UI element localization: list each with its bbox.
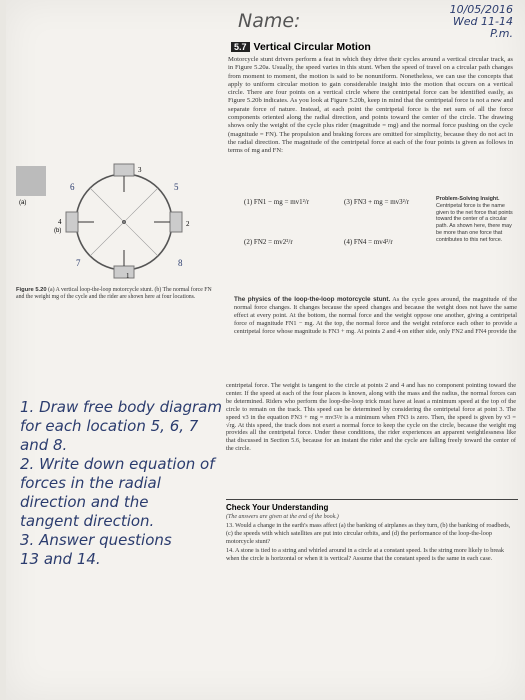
point-4: 4 <box>58 218 62 226</box>
check-subtitle: (The answers are given at the end of the book.) <box>226 514 339 520</box>
hw-line-4: 2. Write down equation of <box>20 455 215 473</box>
date-line-1: 10/05/2016 <box>449 3 513 16</box>
point-8: 8 <box>178 258 183 268</box>
rider-bottom <box>114 266 134 278</box>
rider-top <box>114 164 134 176</box>
hw-line-3: and 8. <box>20 436 68 454</box>
date-line-2: Wed 11-14 <box>452 15 513 28</box>
intro-paragraph: Motorcycle stunt drivers perform a feat in which they drive their cycles around a vertical circular track, as in Figure 5.20a. Usually, the speed varies in this stunt. When the speed of travel on a circular path changes from moment to moment, the motion is said to be nonuniform. Nonetheless, we can use the concepts that apply to uniform circular motion to gain considerable insight into the motion that occurs on a vertical circle. There are four points on a vertical circle where the centripetal force can be identified easily, as Figure 5.20b indicates. As you look at Figure 5.20b, keep in mind that the centripetal force is not a new and separate force of nature. Instead, at each point the centripetal force is the net sum of all the force components oriented along the radial direction, and points toward the center of the circle. The drawing shows only the weight of the cycle plus rider (magnitude = mg) and the normal force pushing on the cycle (magnitude = FN). The propulsion and braking forces are omitted for simplicity, because they do not act in the radial direction. The magnitude of the centripetal force at each of the four points is given as follows in terms of mg and FN: <box>228 56 513 155</box>
caption-label: Figure 5.20 <box>16 287 47 293</box>
worksheet-page <box>6 0 525 700</box>
hw-line-1: 1. Draw free body diagram <box>20 398 222 416</box>
centripetal-paragraph: centripetal force. The weight is tangent to the circle at points 2 and 4 and has no component pointing toward the center. If the speed at each of the four places is known, along with the mass and the radius, the normal forces can be determined. Riders who perform the loop-the-loop trick must have at least a minimum speed at the top of the circle to remain on the track. This speed can be determined by considering the centripetal force at point 3. The speed v3 in the equation FN3 + mg = mv3²/r is a minimum when FN3 is zero. Then, the speed is given by v3 = √rg. At this speed, the track does not exert a normal force to keep the cycle on the circle, because the weight mg provides all the centripetal force. Under these conditions, the rider experiences an apparent weightlessness like that discussed in Section 5.6, because for an instant the rider and the cycle are falling freely toward the center of the circle. <box>226 382 516 453</box>
hw-line-5: forces in the radial <box>20 474 161 492</box>
section-title-text: Vertical Circular Motion <box>253 41 371 53</box>
section-title <box>231 41 371 53</box>
handwritten-instructions <box>20 398 225 569</box>
photo-inset <box>16 166 46 196</box>
physics-paragraph <box>234 296 517 336</box>
hw-line-8: 3. Answer questions <box>20 531 172 549</box>
equation-4: (4) FN4 = mv4²/r <box>344 238 393 246</box>
label-a: (a) <box>19 200 27 206</box>
equation-2: (2) FN2 = mv2²/r <box>244 238 293 246</box>
hw-line-7: tangent direction. <box>20 512 155 530</box>
equations <box>244 198 424 288</box>
loop-figure <box>14 162 220 280</box>
physics-lead: The physics of the loop-the-loop motorcycle stunt. <box>234 296 391 303</box>
problem-solving-insight <box>436 196 516 244</box>
check-understanding <box>226 499 518 563</box>
figure-caption <box>16 287 216 301</box>
equation-3: (3) FN3 + mg = mv3²/r <box>344 198 410 206</box>
name-label: Name: <box>238 10 301 32</box>
caption-text: (a) A vertical loop-the-loop motorcycle stunt. (b) The normal force FN and the weight mg of the cycle and the rider are shown here at four locations. <box>16 287 212 301</box>
point-3: 3 <box>138 166 142 174</box>
rider-right <box>170 212 182 232</box>
hw-line-2: for each location 5, 6, 7 <box>20 417 199 435</box>
point-1: 1 <box>126 272 130 280</box>
physics-text: As the cycle goes around, the magnitude of the normal force changes. It changes because the speed changes and because the weight does not have the same effect at every point. At the bottom, the normal force and the weight oppose one another, giving a centripetal force of magnitude FN1 − mg. At the top, the normal force and the weight reinforce each other to provide a centripetal force whose magnitude is FN3 + mg. At points 2 and 4 on either side, only FN2 and FN4 provide the <box>234 296 518 335</box>
check-title: Check Your Understanding <box>226 503 329 512</box>
ps-title: Problem-Solving Insight. <box>436 196 500 202</box>
date-note <box>450 4 513 40</box>
equation-1: (1) FN1 − mg = mv1²/r <box>244 198 310 206</box>
point-6: 6 <box>70 182 75 192</box>
point-5: 5 <box>174 182 179 192</box>
section-number: 5.7 <box>231 42 250 52</box>
hw-line-6: direction and the <box>20 493 149 511</box>
question-13: 13. Would a change in the earth's mass affect (a) the banking of airplanes as they turn, (b) the banking of roadbeds, (c) the speeds with which satellites are put into circular orbits, and (d) the performance of the loop-the-loop motorcycle stunt? <box>226 522 511 545</box>
label-b: (b) <box>54 228 62 234</box>
rider-left <box>66 212 78 232</box>
date-line-3: P.m. <box>490 27 513 40</box>
point-2: 2 <box>186 220 190 228</box>
point-7: 7 <box>76 258 81 268</box>
hw-line-9: 13 and 14. <box>20 550 101 568</box>
question-14: 14. A stone is tied to a string and whirled around in a circle at a constant speed. Is the string more likely to break when the circle is horizontal or when it is vertical? Assume that the constant speed is the same in each case. <box>226 547 505 563</box>
ps-text: Centripetal force is the name given to the net force that points toward the center of a circular path. As shown here, there may be more than one force that contributes to this net force. <box>436 202 513 243</box>
